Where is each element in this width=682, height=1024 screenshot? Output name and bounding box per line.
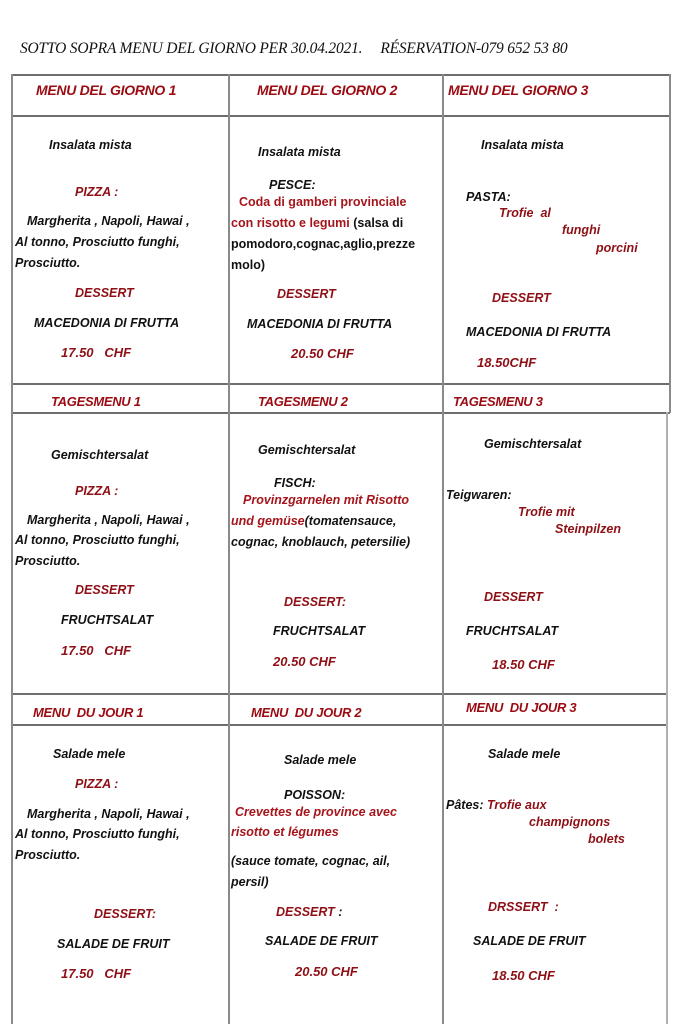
salad: Salade mele [53, 747, 126, 761]
row-divider [12, 693, 668, 695]
course-label: PESCE: [269, 178, 316, 192]
course-item [446, 799, 547, 812]
course-item [231, 217, 403, 230]
course-item: Steinpilzen [555, 522, 621, 536]
menu-title: SOTTO SOPRA MENU DEL GIORNO PER 30.04.2021. [20, 40, 363, 57]
course-item: Margherita , Napoli, Hawai , [27, 214, 190, 228]
dessert: SALADE DE FRUIT [473, 934, 586, 948]
dessert: SALADE DE FRUIT [265, 934, 378, 948]
menu-header: MENU DEL GIORNO 2 [257, 82, 398, 98]
price: 17.50 CHF [61, 643, 132, 658]
price: 18.50CHF [477, 355, 537, 370]
dessert-label: DESSERT: [284, 595, 347, 609]
dessert-label: DESSERT: [94, 907, 157, 921]
course-item: Crevettes de province avec [235, 805, 397, 819]
course-item: Margherita , Napoli, Hawai , [27, 807, 190, 821]
dessert: FRUCHTSALAT [466, 624, 559, 638]
dessert-label: DESSERT [75, 583, 134, 597]
course-item [231, 515, 396, 528]
dessert-label [276, 906, 342, 919]
course-item-red: con risotto e legumi [231, 216, 350, 230]
dessert: FRUCHTSALAT [61, 613, 154, 627]
menu-header: TAGESMENU 3 [453, 394, 543, 409]
dessert-label: DRSSERT : [488, 900, 559, 914]
course-label: PASTA: [466, 190, 511, 204]
course-item: porcini [596, 241, 638, 255]
dessert-label: DESSERT [492, 291, 551, 305]
price: 18.50 CHF [492, 657, 555, 672]
dessert-label-colon: : [334, 905, 343, 919]
course-item: Al tonno, Prosciutto funghi, [15, 235, 180, 249]
menu-header: MENU DU JOUR 1 [33, 705, 144, 720]
page-title [20, 40, 567, 58]
dessert: MACEDONIA DI FRUTTA [466, 325, 612, 339]
course-item: Margherita , Napoli, Hawai , [27, 513, 190, 527]
course-label: PIZZA : [75, 484, 119, 498]
course-item: Provinzgarnelen mit Risotto [243, 493, 409, 507]
dessert: SALADE DE FRUIT [57, 937, 170, 951]
dessert-label: DESSERT [75, 286, 134, 300]
dessert: MACEDONIA DI FRUTTA [34, 316, 180, 330]
course-label: POISSON: [284, 788, 346, 802]
course-label: Teigwaren: [446, 488, 512, 502]
course-item: Prosciutto. [15, 256, 81, 270]
course-item-red: und gemüse [231, 514, 305, 528]
course-item: bolets [588, 832, 625, 846]
row-divider [12, 383, 670, 385]
table-border-top [12, 74, 670, 76]
course-item-red: Trofie aux [487, 798, 547, 812]
course-label: Pâtes: [446, 798, 484, 812]
dessert: MACEDONIA DI FRUTTA [247, 317, 393, 331]
salad: Insalata mista [481, 138, 564, 152]
course-label: PIZZA : [75, 777, 119, 791]
column-divider [228, 74, 230, 1024]
dessert-label: DESSERT [277, 287, 336, 301]
menu-header: MENU DU JOUR 3 [466, 700, 577, 715]
price: 18.50 CHF [492, 968, 555, 983]
salad: Salade mele [488, 747, 561, 761]
course-item: funghi [562, 223, 601, 237]
salad: Gemischtersalat [258, 443, 356, 457]
course-label: PIZZA : [75, 185, 119, 199]
course-item: Prosciutto. [15, 848, 81, 862]
salad: Salade mele [284, 753, 357, 767]
price: 20.50 CHF [291, 346, 354, 361]
reservation-phone: RÉSERVATION-079 652 53 80 [380, 40, 568, 57]
table-border-right [669, 74, 671, 413]
salad: Gemischtersalat [51, 448, 149, 462]
row-divider [12, 412, 670, 414]
course-item-note: (tomatensauce, [304, 514, 397, 528]
dessert-label: DESSERT [484, 590, 543, 604]
course-item: Trofie al [499, 206, 551, 220]
row-divider [12, 724, 668, 726]
course-item: Al tonno, Prosciutto funghi, [15, 827, 180, 841]
course-item: champignons [529, 815, 611, 829]
course-item: persil) [231, 875, 269, 889]
course-item: molo) [231, 258, 266, 272]
course-item: Prosciutto. [15, 554, 81, 568]
table-border-right [666, 412, 668, 1024]
table-border-left [11, 74, 13, 1024]
menu-header: MENU DU JOUR 2 [251, 705, 362, 720]
course-item: Trofie mit [518, 505, 575, 519]
course-item: Coda di gamberi provinciale [239, 195, 407, 209]
menu-header: TAGESMENU 1 [51, 394, 141, 409]
menu-header: MENU DEL GIORNO 3 [448, 82, 589, 98]
dessert-label-text: DESSERT [276, 905, 335, 919]
menu-header: MENU DEL GIORNO 1 [36, 82, 177, 98]
salad: Insalata mista [258, 145, 341, 159]
course-item-note: (salsa di [353, 216, 404, 230]
price: 20.50 CHF [295, 964, 358, 979]
course-item: (sauce tomate, cognac, ail, [231, 854, 391, 868]
column-divider [442, 74, 444, 1024]
row-divider [12, 115, 670, 117]
course-label: FISCH: [274, 476, 316, 490]
salad: Insalata mista [49, 138, 132, 152]
course-item: Al tonno, Prosciutto funghi, [15, 533, 180, 547]
price: 20.50 CHF [273, 654, 336, 669]
price: 17.50 CHF [61, 345, 132, 360]
menu-header: TAGESMENU 2 [258, 394, 348, 409]
price: 17.50 CHF [61, 966, 132, 981]
course-item: pomodoro,cognac,aglio,prezze [231, 237, 416, 251]
salad: Gemischtersalat [484, 437, 582, 451]
course-item: risotto et légumes [231, 825, 339, 839]
course-item: cognac, knoblauch, petersilie) [231, 535, 411, 549]
dessert: FRUCHTSALAT [273, 624, 366, 638]
